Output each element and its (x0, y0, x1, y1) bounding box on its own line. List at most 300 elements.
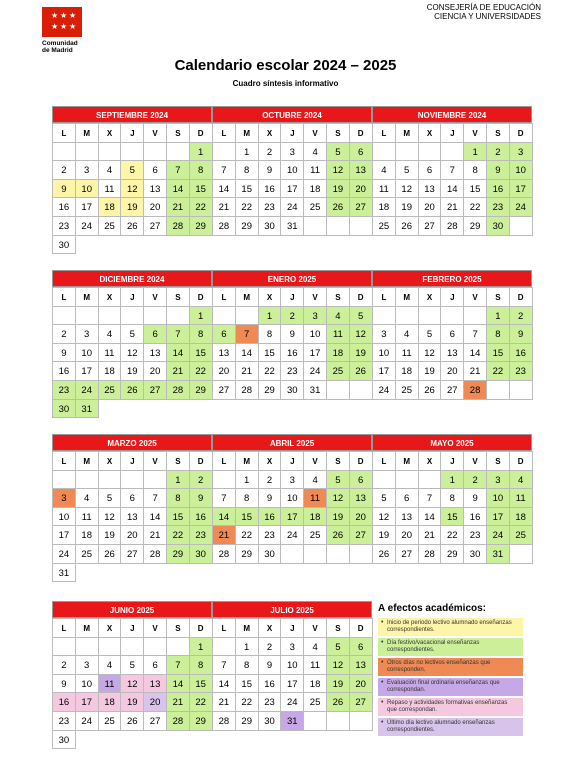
calendar-day: 24 (280, 525, 304, 545)
calendar-day: 14 (143, 507, 167, 527)
calendar-day: 5 (349, 306, 373, 326)
calendar-day: 13 (440, 343, 464, 363)
weekday-header: L (52, 287, 76, 307)
calendar-day: 1 (189, 637, 213, 657)
calendar-day: 5 (120, 655, 144, 675)
legend-item: • Último día lectivo alumnado enseñanzas correspondientes. (378, 718, 523, 736)
calendar-day: 2 (486, 142, 510, 162)
weekday-header: J (120, 123, 144, 143)
empty-day (326, 216, 350, 236)
calendar-day: 23 (52, 711, 76, 731)
month-calendar (52, 106, 212, 253)
weekday-header: V (143, 618, 167, 638)
calendar-day: 24 (509, 197, 533, 217)
calendar-day: 2 (258, 637, 282, 657)
weekday-header: J (120, 451, 144, 471)
weekday-header: S (326, 451, 350, 471)
month-calendar (52, 270, 212, 417)
calendar-day: 25 (98, 216, 122, 236)
calendar-day: 9 (463, 488, 487, 508)
calendar-day: 25 (509, 525, 533, 545)
calendar-day: 22 (189, 692, 213, 712)
calendar-day: 2 (258, 470, 282, 490)
empty-day (395, 142, 419, 162)
empty-day (98, 470, 122, 490)
calendar-day: 8 (440, 488, 464, 508)
calendar-day: 29 (189, 216, 213, 236)
weekday-header: D (189, 287, 213, 307)
calendar-day: 16 (258, 507, 282, 527)
calendar-day: 12 (120, 343, 144, 363)
calendar-day: 20 (212, 361, 236, 381)
calendar-day: 27 (418, 216, 442, 236)
weekday-header: D (509, 287, 533, 307)
calendar-day: 27 (395, 544, 419, 564)
calendar-day: 1 (235, 142, 259, 162)
weekday-header: J (280, 618, 304, 638)
department-label (427, 3, 541, 21)
calendar-day: 31 (303, 380, 327, 400)
calendar-day: 10 (52, 507, 76, 527)
weekday-header: X (258, 287, 282, 307)
calendar-day: 23 (258, 692, 282, 712)
calendar-day: 18 (395, 361, 419, 381)
calendar-day: 13 (418, 179, 442, 199)
calendar-day: 16 (463, 507, 487, 527)
calendar-day: 15 (189, 343, 213, 363)
calendar-day: 25 (303, 692, 327, 712)
weekday-header: L (372, 287, 396, 307)
calendar-day: 23 (52, 380, 76, 400)
calendar-day: 8 (189, 324, 213, 344)
calendar-day: 8 (189, 655, 213, 675)
calendar-day: 9 (258, 160, 282, 180)
calendar-day: 17 (509, 179, 533, 199)
calendar-day: 11 (303, 488, 327, 508)
calendar-day: 15 (235, 674, 259, 694)
calendar-day: 22 (189, 197, 213, 217)
empty-day (120, 470, 144, 490)
page-title: Calendario escolar 2024 – 2025 (174, 57, 397, 74)
weekday-header: V (463, 287, 487, 307)
calendar-day: 8 (258, 324, 282, 344)
calendar-day: 11 (98, 179, 122, 199)
calendar-day: 15 (486, 343, 510, 363)
calendar-day: 13 (143, 179, 167, 199)
calendar-day: 26 (326, 525, 350, 545)
legend (378, 603, 523, 738)
calendar-day: 9 (258, 655, 282, 675)
calendar-day: 20 (395, 525, 419, 545)
calendar-day: 13 (349, 160, 373, 180)
calendar-day: 12 (326, 160, 350, 180)
month-title: FEBRERO 2025 (372, 270, 532, 287)
calendar-day: 1 (463, 142, 487, 162)
calendar-day: 24 (280, 197, 304, 217)
calendar-day: 30 (258, 544, 282, 564)
empty-day (143, 470, 167, 490)
weekday-header: X (258, 123, 282, 143)
calendar-day: 22 (235, 525, 259, 545)
calendar-day: 5 (326, 637, 350, 657)
calendar-day: 8 (166, 488, 190, 508)
calendar-day: 20 (349, 674, 373, 694)
calendar-day: 13 (349, 655, 373, 675)
weekday-header: J (440, 123, 464, 143)
calendar-day: 1 (166, 470, 190, 490)
calendar-day: 11 (509, 488, 533, 508)
empty-day (418, 142, 442, 162)
calendar-day: 16 (52, 692, 76, 712)
weekday-header: J (120, 618, 144, 638)
calendar-day: 23 (189, 525, 213, 545)
empty-day (349, 380, 373, 400)
empty-day (75, 306, 99, 326)
calendar-day: 23 (258, 525, 282, 545)
empty-day (166, 306, 190, 326)
calendar-day: 6 (440, 324, 464, 344)
calendar-day: 8 (189, 160, 213, 180)
calendar-day: 29 (166, 544, 190, 564)
calendar-day: 25 (303, 525, 327, 545)
calendar-day: 23 (258, 197, 282, 217)
weekday-header: M (235, 451, 259, 471)
calendar-day: 30 (52, 235, 76, 255)
calendar-day: 13 (212, 343, 236, 363)
calendar-day: 25 (372, 216, 396, 236)
legend-title: A efectos académicos: (378, 603, 487, 614)
weekday-header: M (395, 123, 419, 143)
weekday-header: V (303, 287, 327, 307)
weekday-header: J (280, 451, 304, 471)
calendar-day: 14 (440, 179, 464, 199)
legend-item: • Repaso y actividades formativas enseñanzas que correspondan. (378, 698, 523, 716)
calendar-day: 3 (509, 142, 533, 162)
weekday-header: M (75, 451, 99, 471)
weekday-header: X (98, 618, 122, 638)
weekday-header: V (143, 451, 167, 471)
calendar-day: 11 (303, 655, 327, 675)
calendar-day: 24 (486, 525, 510, 545)
calendar-day: 5 (326, 470, 350, 490)
logo-text: Comunidad de Madrid (42, 40, 78, 54)
calendar-day: 4 (303, 142, 327, 162)
calendar-day: 6 (418, 160, 442, 180)
calendar-day: 6 (120, 488, 144, 508)
calendar-day: 15 (463, 179, 487, 199)
month-calendar (372, 270, 532, 399)
calendar-day: 18 (303, 674, 327, 694)
calendar-day: 10 (75, 674, 99, 694)
calendar-day: 31 (280, 216, 304, 236)
calendar-day: 26 (418, 380, 442, 400)
month-title: JULIO 2025 (212, 601, 372, 618)
calendar-day: 31 (280, 711, 304, 731)
calendar-day: 4 (326, 306, 350, 326)
calendar-day: 21 (463, 361, 487, 381)
calendar-day: 22 (235, 692, 259, 712)
calendar-day: 13 (395, 507, 419, 527)
calendar-day: 15 (258, 343, 282, 363)
calendar-day: 7 (166, 160, 190, 180)
calendar-day: 3 (486, 470, 510, 490)
empty-day (52, 637, 76, 657)
weekday-header: S (166, 618, 190, 638)
calendar-day: 3 (280, 637, 304, 657)
calendar-day: 2 (52, 324, 76, 344)
calendar-day: 30 (52, 730, 76, 750)
calendar-day: 28 (235, 380, 259, 400)
weekday-header: D (349, 451, 373, 471)
calendar-day: 30 (486, 216, 510, 236)
calendar-day: 22 (486, 361, 510, 381)
calendar-day: 30 (280, 380, 304, 400)
empty-day (395, 470, 419, 490)
calendar-day: 8 (235, 488, 259, 508)
weekday-header: L (52, 123, 76, 143)
calendar-day: 12 (120, 179, 144, 199)
calendar-day: 1 (235, 470, 259, 490)
calendar-day: 23 (463, 525, 487, 545)
calendar-day: 15 (235, 179, 259, 199)
legend-item: • Evaluación final ordinaria enseñanzas que correspondan. (378, 678, 523, 696)
calendar-day: 10 (486, 488, 510, 508)
calendar-day: 7 (463, 324, 487, 344)
empty-day (509, 544, 533, 564)
calendar-day: 1 (486, 306, 510, 326)
calendar-day: 6 (349, 637, 373, 657)
calendar-day: 24 (52, 544, 76, 564)
calendar-day: 14 (166, 343, 190, 363)
calendar-day: 3 (280, 142, 304, 162)
calendar-day: 22 (440, 525, 464, 545)
calendar-day: 26 (120, 380, 144, 400)
month-calendar (372, 434, 532, 563)
calendar-day: 2 (189, 470, 213, 490)
calendar-day: 28 (418, 544, 442, 564)
empty-day (372, 142, 396, 162)
calendar-day: 10 (280, 488, 304, 508)
calendar-day: 31 (486, 544, 510, 564)
empty-day (349, 711, 373, 731)
calendar-day: 2 (52, 655, 76, 675)
calendar-day: 29 (235, 216, 259, 236)
legend-item: • Otros días no lectivos enseñanzas que corresponden. (378, 658, 523, 676)
month-title: ABRIL 2025 (212, 434, 372, 451)
calendar-day: 10 (75, 343, 99, 363)
calendar-day: 20 (143, 692, 167, 712)
calendar-day: 29 (235, 711, 259, 731)
calendar-day: 5 (98, 488, 122, 508)
calendar-day: 23 (509, 361, 533, 381)
calendar-day: 20 (418, 197, 442, 217)
calendar-day: 2 (52, 160, 76, 180)
calendar-day: 20 (349, 179, 373, 199)
calendar-day: 24 (75, 380, 99, 400)
calendar-day: 24 (75, 216, 99, 236)
calendar-day: 3 (75, 655, 99, 675)
calendar-day: 16 (486, 179, 510, 199)
calendar-day: 2 (258, 142, 282, 162)
calendar-day: 26 (395, 216, 419, 236)
empty-day (143, 306, 167, 326)
calendar-day: 4 (303, 470, 327, 490)
weekday-header: J (440, 451, 464, 471)
calendar-day: 12 (349, 324, 373, 344)
weekday-header: X (258, 618, 282, 638)
empty-day (509, 216, 533, 236)
calendar-day: 25 (98, 711, 122, 731)
weekday-header: X (418, 123, 442, 143)
calendar-day: 13 (120, 507, 144, 527)
calendar-day: 9 (486, 160, 510, 180)
calendar-day: 17 (75, 197, 99, 217)
empty-day (75, 637, 99, 657)
calendar-day: 19 (326, 674, 350, 694)
calendar-day: 17 (280, 674, 304, 694)
weekday-header: D (349, 618, 373, 638)
calendar-day: 19 (120, 361, 144, 381)
calendar-day: 17 (280, 179, 304, 199)
weekday-header: V (463, 451, 487, 471)
weekday-header: L (212, 618, 236, 638)
calendar-day: 7 (235, 324, 259, 344)
calendar-day: 8 (235, 655, 259, 675)
empty-day (75, 470, 99, 490)
calendar-day: 26 (372, 544, 396, 564)
calendar-day: 12 (372, 507, 396, 527)
month-title: NOVIEMBRE 2024 (372, 106, 532, 123)
empty-day (463, 306, 487, 326)
month-calendar (212, 601, 372, 730)
calendar-day: 15 (189, 179, 213, 199)
calendar-day: 24 (303, 361, 327, 381)
calendar-day: 14 (212, 507, 236, 527)
calendar-day: 11 (372, 179, 396, 199)
calendar-day: 4 (303, 637, 327, 657)
calendar-day: 4 (75, 488, 99, 508)
calendar-day: 29 (189, 711, 213, 731)
empty-day (120, 142, 144, 162)
calendar-day: 16 (258, 179, 282, 199)
weekday-header: X (258, 451, 282, 471)
calendar-day: 5 (418, 324, 442, 344)
empty-day (280, 544, 304, 564)
legend-item: • Inicio de periodo lectivo alumnado enseñanzas correspondientes. (378, 618, 523, 636)
weekday-header: S (486, 123, 510, 143)
weekday-header: M (75, 123, 99, 143)
calendar-day: 12 (98, 507, 122, 527)
calendar-day: 19 (120, 197, 144, 217)
calendar-day: 19 (326, 507, 350, 527)
calendar-day: 19 (395, 197, 419, 217)
weekday-header: S (486, 451, 510, 471)
calendar-day: 24 (372, 380, 396, 400)
weekday-header: V (143, 123, 167, 143)
calendar-day: 30 (189, 544, 213, 564)
calendar-day: 28 (440, 216, 464, 236)
calendar-day: 26 (120, 216, 144, 236)
calendar-day: 30 (463, 544, 487, 564)
calendar-day: 3 (372, 324, 396, 344)
weekday-header: J (440, 287, 464, 307)
calendar-day: 13 (143, 674, 167, 694)
calendar-day: 20 (120, 525, 144, 545)
calendar-day: 28 (143, 544, 167, 564)
weekday-header: S (486, 287, 510, 307)
month-title: ENERO 2025 (212, 270, 372, 287)
calendar-day: 3 (75, 160, 99, 180)
calendar-day: 10 (509, 160, 533, 180)
weekday-header: D (509, 451, 533, 471)
calendar-day: 12 (395, 179, 419, 199)
empty-day (303, 216, 327, 236)
calendar-day: 21 (143, 525, 167, 545)
calendar-day: 4 (509, 470, 533, 490)
calendar-day: 31 (52, 563, 76, 583)
calendar-day: 19 (326, 179, 350, 199)
calendar-day: 26 (326, 692, 350, 712)
weekday-header: V (303, 123, 327, 143)
empty-day (52, 470, 76, 490)
page-subtitle: Cuadro síntesis informativo (232, 79, 339, 88)
calendar-day: 8 (463, 160, 487, 180)
weekday-header: L (372, 123, 396, 143)
calendar-day: 18 (98, 197, 122, 217)
empty-day (98, 637, 122, 657)
empty-day (303, 544, 327, 564)
calendar-day: 28 (166, 216, 190, 236)
calendar-day: 20 (440, 361, 464, 381)
calendar-day: 12 (326, 655, 350, 675)
month-calendar (372, 106, 532, 235)
calendar-day: 30 (258, 216, 282, 236)
weekday-header: V (303, 618, 327, 638)
calendar-day: 28 (166, 380, 190, 400)
weekday-header: J (120, 287, 144, 307)
empty-day (143, 637, 167, 657)
calendar-day: 17 (52, 525, 76, 545)
weekday-header: M (75, 287, 99, 307)
calendar-day: 29 (440, 544, 464, 564)
empty-day (75, 142, 99, 162)
empty-day (212, 142, 236, 162)
calendar-day: 1 (189, 306, 213, 326)
calendar-day: 6 (143, 655, 167, 675)
empty-day (52, 306, 76, 326)
calendar-day: 29 (258, 380, 282, 400)
calendar-day: 6 (349, 470, 373, 490)
calendar-day: 21 (166, 197, 190, 217)
madrid-flag-icon: ★ ★ ★ ★ ★ ★ (42, 7, 82, 37)
calendar-day: 22 (235, 197, 259, 217)
calendar-day: 9 (258, 488, 282, 508)
calendar-day: 22 (258, 361, 282, 381)
calendar-day: 18 (509, 507, 533, 527)
month-title: JUNIO 2025 (52, 601, 212, 618)
weekday-header: X (418, 451, 442, 471)
calendar-day: 28 (212, 711, 236, 731)
calendar-day: 7 (440, 160, 464, 180)
weekday-header: L (212, 451, 236, 471)
calendar-day: 25 (75, 544, 99, 564)
calendar-day: 12 (120, 674, 144, 694)
weekday-header: L (212, 287, 236, 307)
calendar-day: 13 (143, 343, 167, 363)
calendar-day: 26 (120, 711, 144, 731)
month-title: DICIEMBRE 2024 (52, 270, 212, 287)
calendar-day: 28 (212, 216, 236, 236)
